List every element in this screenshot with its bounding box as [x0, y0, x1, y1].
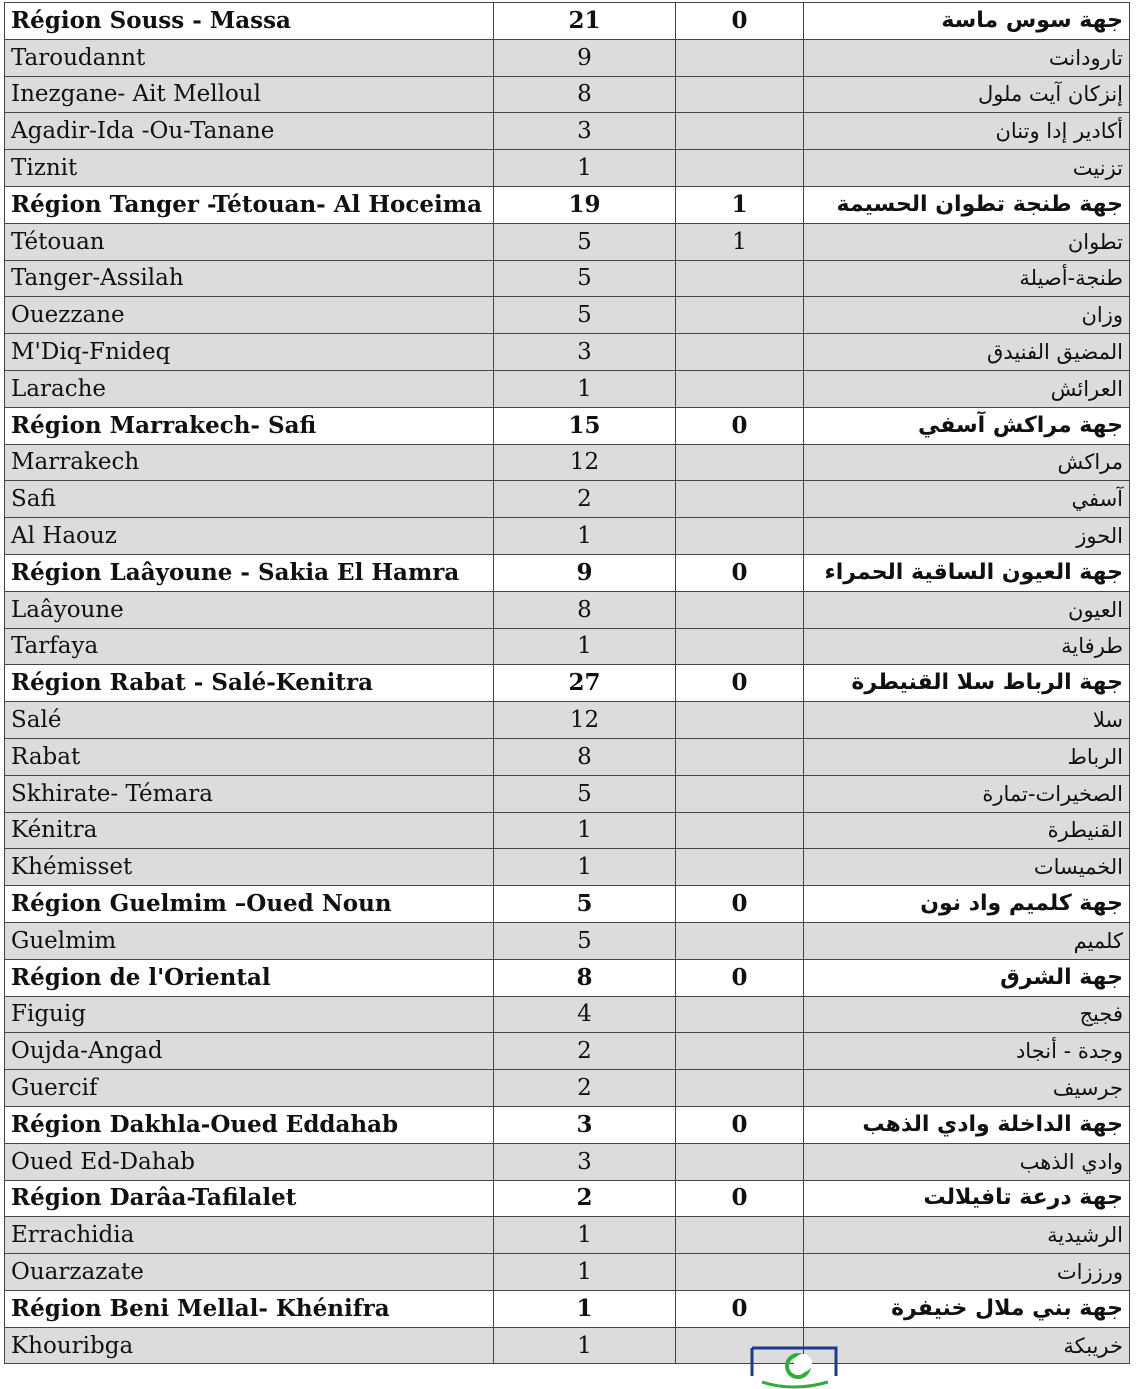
name-fr-cell: Agadir-Ida -Ou-Tanane: [5, 113, 494, 150]
total-cell: 9: [494, 39, 676, 76]
total-cell: 15: [494, 407, 676, 444]
name-ar-cell: طرفاية: [804, 628, 1130, 665]
district-row: [5, 1070, 1130, 1107]
district-row: [5, 922, 1130, 959]
name-ar-cell: وزان: [804, 297, 1130, 334]
district-row: [5, 738, 1130, 775]
district-row: [5, 628, 1130, 665]
extra-cell: 0: [676, 3, 804, 40]
name-fr-cell: Tétouan: [5, 223, 494, 260]
total-cell: 2: [494, 1180, 676, 1217]
extra-cell: 0: [676, 1180, 804, 1217]
name-ar-cell: كلميم: [804, 922, 1130, 959]
name-fr-cell: Skhirate- Témara: [5, 775, 494, 812]
extra-cell: [676, 1217, 804, 1254]
extra-cell: [676, 1143, 804, 1180]
total-cell: 2: [494, 481, 676, 518]
name-ar-cell: جرسيف: [804, 1070, 1130, 1107]
total-cell: 1: [494, 1254, 676, 1291]
district-row: [5, 223, 1130, 260]
district-row: [5, 1254, 1130, 1291]
name-fr-cell: Région Dakhla-Oued Eddahab: [5, 1106, 494, 1143]
total-cell: 2: [494, 1033, 676, 1070]
extra-cell: [676, 444, 804, 481]
total-cell: 1: [494, 1327, 676, 1364]
name-ar-cell: جهة مراكش آسفي: [804, 407, 1130, 444]
region-row: [5, 1180, 1130, 1217]
name-fr-cell: Marrakech: [5, 444, 494, 481]
name-ar-cell: تطوان: [804, 223, 1130, 260]
total-cell: 3: [494, 1106, 676, 1143]
name-ar-cell: الحوز: [804, 518, 1130, 555]
name-fr-cell: Rabat: [5, 738, 494, 775]
name-ar-cell: جهة سوس ماسة: [804, 3, 1130, 40]
total-cell: 3: [494, 113, 676, 150]
total-cell: 5: [494, 260, 676, 297]
name-ar-cell: آسفي: [804, 481, 1130, 518]
name-fr-cell: Région Tanger -Tétouan- Al Hoceima: [5, 186, 494, 223]
name-ar-cell: العرائش: [804, 370, 1130, 407]
name-ar-cell: تزنيت: [804, 150, 1130, 187]
cases-table: [4, 2, 1130, 1364]
total-cell: 1: [494, 370, 676, 407]
name-fr-cell: Khouribga: [5, 1327, 494, 1364]
name-ar-cell: مراكش: [804, 444, 1130, 481]
name-ar-cell: جهة الرباط سلا القنيطرة: [804, 665, 1130, 702]
name-fr-cell: M'Diq-Fnideq: [5, 334, 494, 371]
total-cell: 1: [494, 849, 676, 886]
district-row: [5, 76, 1130, 113]
district-row: [5, 1217, 1130, 1254]
name-ar-cell: جهة بني ملال خنيفرة: [804, 1290, 1130, 1327]
extra-cell: 0: [676, 665, 804, 702]
district-row: [5, 996, 1130, 1033]
total-cell: 4: [494, 996, 676, 1033]
extra-cell: [676, 113, 804, 150]
total-cell: 21: [494, 3, 676, 40]
extra-cell: [676, 76, 804, 113]
name-fr-cell: Inezgane- Ait Melloul: [5, 76, 494, 113]
name-ar-cell: فجيج: [804, 996, 1130, 1033]
extra-cell: [676, 39, 804, 76]
name-fr-cell: Salé: [5, 702, 494, 739]
extra-cell: [676, 775, 804, 812]
name-ar-cell: الخميسات: [804, 849, 1130, 886]
extra-cell: 0: [676, 886, 804, 923]
name-fr-cell: Al Haouz: [5, 518, 494, 555]
name-ar-cell: جهة العيون الساقية الحمراء: [804, 554, 1130, 591]
ministry-logo-icon: [748, 1346, 840, 1389]
region-row: [5, 1106, 1130, 1143]
name-fr-cell: Tanger-Assilah: [5, 260, 494, 297]
total-cell: 2: [494, 1070, 676, 1107]
extra-cell: [676, 702, 804, 739]
name-ar-cell: المضيق الفنيدق: [804, 334, 1130, 371]
name-ar-cell: جهة درعة تافيلالت: [804, 1180, 1130, 1217]
region-row: [5, 407, 1130, 444]
district-row: [5, 849, 1130, 886]
district-row: [5, 1033, 1130, 1070]
district-row: [5, 334, 1130, 371]
name-ar-cell: الرشيدية: [804, 1217, 1130, 1254]
total-cell: 5: [494, 775, 676, 812]
total-cell: 5: [494, 886, 676, 923]
name-ar-cell: تارودانت: [804, 39, 1130, 76]
extra-cell: [676, 297, 804, 334]
name-ar-cell: وادي الذهب: [804, 1143, 1130, 1180]
name-ar-cell: جهة الشرق: [804, 959, 1130, 996]
name-ar-cell: الرباط: [804, 738, 1130, 775]
extra-cell: [676, 1254, 804, 1291]
total-cell: 5: [494, 223, 676, 260]
extra-cell: [676, 1070, 804, 1107]
name-fr-cell: Kénitra: [5, 812, 494, 849]
total-cell: 27: [494, 665, 676, 702]
extra-cell: 0: [676, 1106, 804, 1143]
district-row: [5, 297, 1130, 334]
name-ar-cell: جهة طنجة تطوان الحسيمة: [804, 186, 1130, 223]
name-fr-cell: Oued Ed-Dahab: [5, 1143, 494, 1180]
total-cell: 1: [494, 812, 676, 849]
total-cell: 1: [494, 628, 676, 665]
district-row: [5, 444, 1130, 481]
extra-cell: [676, 518, 804, 555]
district-row: [5, 702, 1130, 739]
total-cell: 19: [494, 186, 676, 223]
name-ar-cell: إنزكان آيت ملول: [804, 76, 1130, 113]
extra-cell: [676, 996, 804, 1033]
name-fr-cell: Guelmim: [5, 922, 494, 959]
name-ar-cell: سلا: [804, 702, 1130, 739]
name-fr-cell: Région Darâa-Tafilalet: [5, 1180, 494, 1217]
total-cell: 12: [494, 702, 676, 739]
region-row: [5, 665, 1130, 702]
extra-cell: [676, 334, 804, 371]
district-row: [5, 39, 1130, 76]
name-fr-cell: Tarfaya: [5, 628, 494, 665]
name-fr-cell: Tiznit: [5, 150, 494, 187]
name-fr-cell: Larache: [5, 370, 494, 407]
total-cell: 5: [494, 297, 676, 334]
extra-cell: [676, 481, 804, 518]
extra-cell: 0: [676, 554, 804, 591]
district-row: [5, 370, 1130, 407]
extra-cell: 0: [676, 1290, 804, 1327]
extra-cell: [676, 591, 804, 628]
extra-cell: [676, 922, 804, 959]
region-row: [5, 554, 1130, 591]
extra-cell: [676, 1033, 804, 1070]
region-row: [5, 3, 1130, 40]
district-row: [5, 775, 1130, 812]
name-fr-cell: Région Beni Mellal- Khénifra: [5, 1290, 494, 1327]
name-ar-cell: جهة الداخلة وادي الذهب: [804, 1106, 1130, 1143]
name-fr-cell: Région Marrakech- Safi: [5, 407, 494, 444]
name-ar-cell: جهة كلميم واد نون: [804, 886, 1130, 923]
district-row: [5, 1143, 1130, 1180]
name-fr-cell: Région Laâyoune - Sakia El Hamra: [5, 554, 494, 591]
extra-cell: 0: [676, 407, 804, 444]
extra-cell: [676, 370, 804, 407]
total-cell: 8: [494, 591, 676, 628]
total-cell: 3: [494, 1143, 676, 1180]
extra-cell: [676, 812, 804, 849]
total-cell: 9: [494, 554, 676, 591]
name-fr-cell: Khémisset: [5, 849, 494, 886]
total-cell: 1: [494, 1217, 676, 1254]
district-row: [5, 1327, 1130, 1364]
total-cell: 3: [494, 334, 676, 371]
name-ar-cell: أكادير إدا وتنان: [804, 113, 1130, 150]
name-fr-cell: Région Rabat - Salé-Kenitra: [5, 665, 494, 702]
name-ar-cell: ورززات: [804, 1254, 1130, 1291]
extra-cell: 0: [676, 959, 804, 996]
name-ar-cell: العيون: [804, 591, 1130, 628]
extra-cell: [676, 628, 804, 665]
district-row: [5, 518, 1130, 555]
total-cell: 1: [494, 1290, 676, 1327]
name-ar-cell: القنيطرة: [804, 812, 1130, 849]
name-fr-cell: Ouezzane: [5, 297, 494, 334]
extra-cell: 1: [676, 223, 804, 260]
name-fr-cell: Oujda-Angad: [5, 1033, 494, 1070]
region-row: [5, 959, 1130, 996]
district-row: [5, 260, 1130, 297]
district-row: [5, 591, 1130, 628]
total-cell: 1: [494, 518, 676, 555]
total-cell: 12: [494, 444, 676, 481]
name-fr-cell: Région Guelmim –Oued Noun: [5, 886, 494, 923]
extra-cell: [676, 260, 804, 297]
extra-cell: 1: [676, 186, 804, 223]
region-row: [5, 1290, 1130, 1327]
name-ar-cell: وجدة - أنجاد: [804, 1033, 1130, 1070]
name-fr-cell: Errachidia: [5, 1217, 494, 1254]
total-cell: 8: [494, 959, 676, 996]
name-fr-cell: Région Souss - Massa: [5, 3, 494, 40]
total-cell: 5: [494, 922, 676, 959]
total-cell: 8: [494, 76, 676, 113]
name-fr-cell: Laâyoune: [5, 591, 494, 628]
region-row: [5, 886, 1130, 923]
extra-cell: [676, 738, 804, 775]
name-ar-cell: الصخيرات-تمارة: [804, 775, 1130, 812]
district-row: [5, 481, 1130, 518]
name-fr-cell: Safi: [5, 481, 494, 518]
name-ar-cell: خريبكة: [804, 1327, 1130, 1364]
total-cell: 8: [494, 738, 676, 775]
district-row: [5, 812, 1130, 849]
region-row: [5, 186, 1130, 223]
name-ar-cell: طنجة-أصيلة: [804, 260, 1130, 297]
district-row: [5, 113, 1130, 150]
name-fr-cell: Région de l'Oriental: [5, 959, 494, 996]
name-fr-cell: Ouarzazate: [5, 1254, 494, 1291]
name-fr-cell: Taroudannt: [5, 39, 494, 76]
name-fr-cell: Guercif: [5, 1070, 494, 1107]
cases-table-body: [5, 3, 1130, 1364]
total-cell: 1: [494, 150, 676, 187]
district-row: [5, 150, 1130, 187]
extra-cell: [676, 849, 804, 886]
extra-cell: [676, 150, 804, 187]
name-fr-cell: Figuig: [5, 996, 494, 1033]
